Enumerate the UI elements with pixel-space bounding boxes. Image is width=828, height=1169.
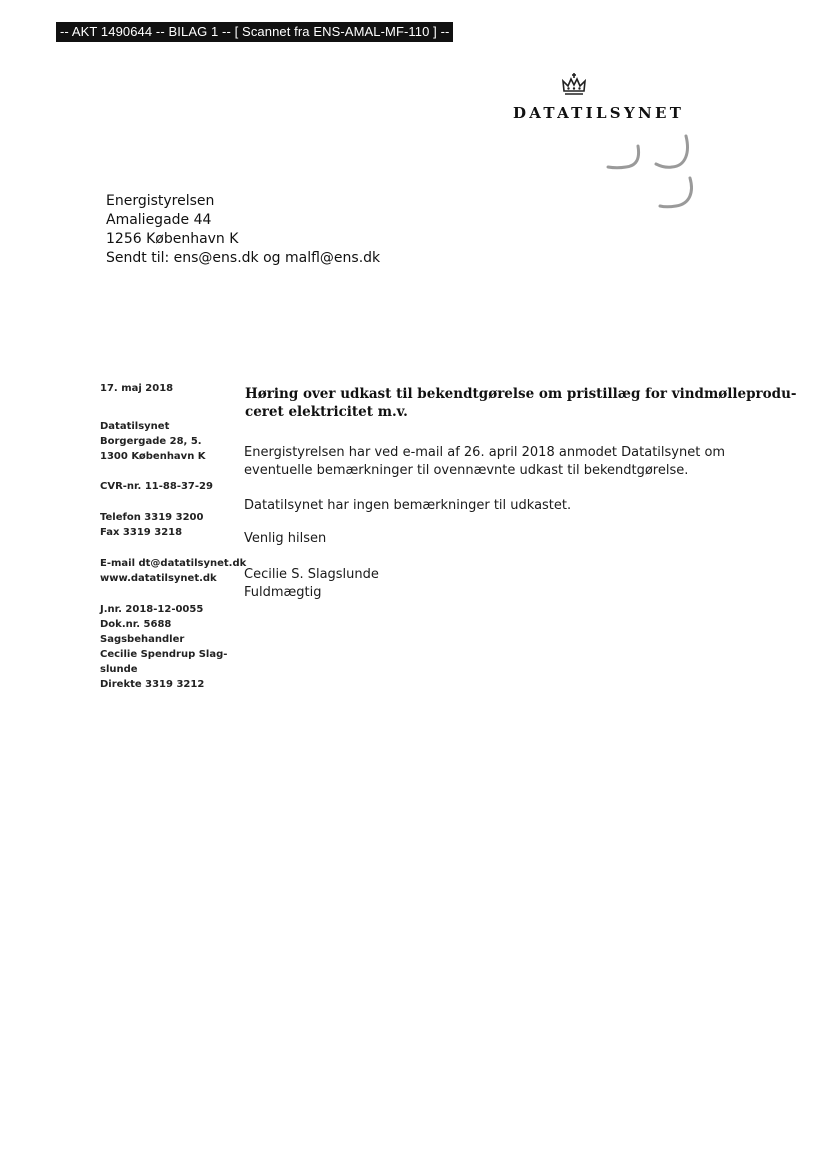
journal-number: J.nr. 2018-12-0055 <box>100 604 204 615</box>
paragraph-2 <box>244 497 714 515</box>
paragraph-1 <box>244 444 726 480</box>
recipient-sent-to: Sendt til: ens@ens.dk og malfl@ens.dk <box>106 250 381 266</box>
paragraph-line: Datatilsynet har ingen bemærkninger til udkastet. <box>244 498 572 513</box>
closing <box>244 530 714 548</box>
sender-phone: Telefon 3319 3200 <box>100 512 204 523</box>
scan-banner: -- AKT 1490644 -- BILAG 1 -- [ Scannet fra ENS-AMAL-MF-110 ] -- <box>56 22 453 42</box>
direct-phone: Direkte 3319 3212 <box>100 679 205 690</box>
recipient-city: 1256 København K <box>106 231 239 247</box>
sender-city: 1300 København K <box>100 451 206 462</box>
sender-street: Borgergade 28, 5. <box>100 436 202 447</box>
crown-icon <box>560 72 588 98</box>
case-handler-name: Cecilie Spendrup Slag- <box>100 649 228 660</box>
subject-line: ceret elektricitet m.v. <box>245 404 408 420</box>
letterhead-brand: DATATILSYNET <box>513 104 685 122</box>
sender-email: E-mail dt@datatilsynet.dk <box>100 558 247 569</box>
letter-subject <box>245 385 797 421</box>
closing-line: Venlig hilsen <box>244 531 327 546</box>
sender-org-name: Datatilsynet <box>100 421 170 432</box>
document-number: Dok.nr. 5688 <box>100 619 172 630</box>
recipient-name: Energistyrelsen <box>106 193 215 209</box>
paragraph-line: eventuelle bemærkninger til ovennævnte udkast til bekendtgørelse. <box>244 463 689 478</box>
letter-date: 17. maj 2018 <box>100 383 174 394</box>
signature-block <box>244 566 714 602</box>
signer-name: Cecilie S. Slagslunde <box>244 567 379 582</box>
sender-web: www.datatilsynet.dk <box>100 573 217 584</box>
sender-sidebar <box>100 381 246 692</box>
signer-title: Fuldmægtig <box>244 585 322 600</box>
recipient-address <box>106 192 380 268</box>
sender-cvr: CVR-nr. 11-88-37-29 <box>100 481 213 492</box>
sender-fax: Fax 3319 3218 <box>100 527 183 538</box>
paragraph-line: Energistyrelsen har ved e-mail af 26. april 2018 anmodet Datatilsynet om <box>244 445 726 460</box>
case-handler-name-cont: slunde <box>100 664 138 675</box>
recipient-street: Amaliegade 44 <box>106 212 212 228</box>
handwritten-check-marks <box>600 132 710 212</box>
subject-line: Høring over udkast til bekendtgørelse om pristillæg for vindmølleprodu- <box>245 386 797 402</box>
case-handler-label: Sagsbehandler <box>100 634 185 645</box>
